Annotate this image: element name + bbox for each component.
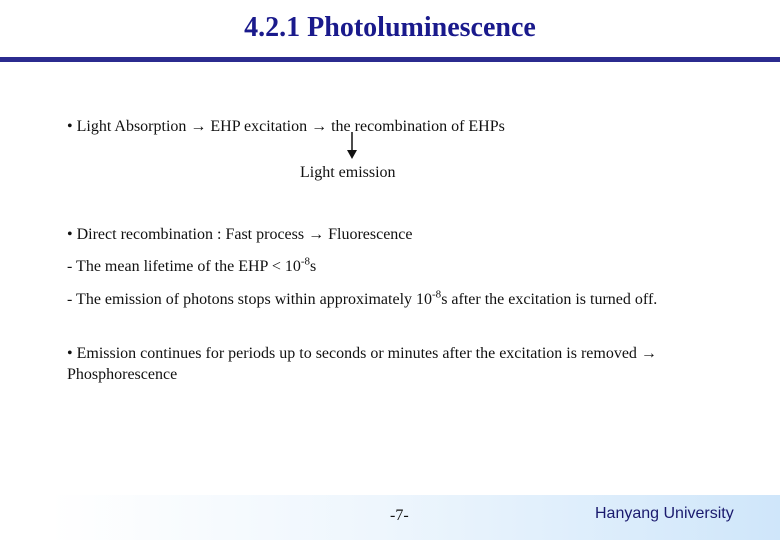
absorption-sequence: • Light Absorption → EHP excitation → the recombination of EHPs — [67, 118, 505, 135]
mean-lifetime-line — [67, 256, 316, 277]
institution-name: Hanyang University — [595, 505, 734, 522]
light-emission-label: Light emission — [300, 164, 396, 181]
mean-lifetime-text: - The mean lifetime of the EHP < 10 — [67, 258, 301, 275]
emission-stops-text: - The emission of photons stops within approximately 10 — [67, 291, 433, 308]
page-number: -7- — [390, 507, 409, 524]
emission-stops-rest: s after the excitation is turned off. — [441, 291, 658, 308]
emission-stops-exponent: -8 — [432, 288, 442, 301]
phosphorescence-bullet: • Emission continues for periods up to seconds or minutes after the excitation is removed → Phosphorescence — [67, 345, 657, 383]
emission-stops-line — [67, 289, 717, 310]
down-arrow-icon — [344, 132, 360, 160]
direct-recombination-bullet: • Direct recombination : Fast process → Fluorescence — [67, 226, 413, 243]
slide-title: 4.2.1 Photoluminescence — [244, 12, 536, 43]
title-divider — [0, 57, 780, 62]
mean-lifetime-exponent: -8 — [300, 255, 311, 268]
mean-lifetime-unit: s — [310, 258, 317, 275]
